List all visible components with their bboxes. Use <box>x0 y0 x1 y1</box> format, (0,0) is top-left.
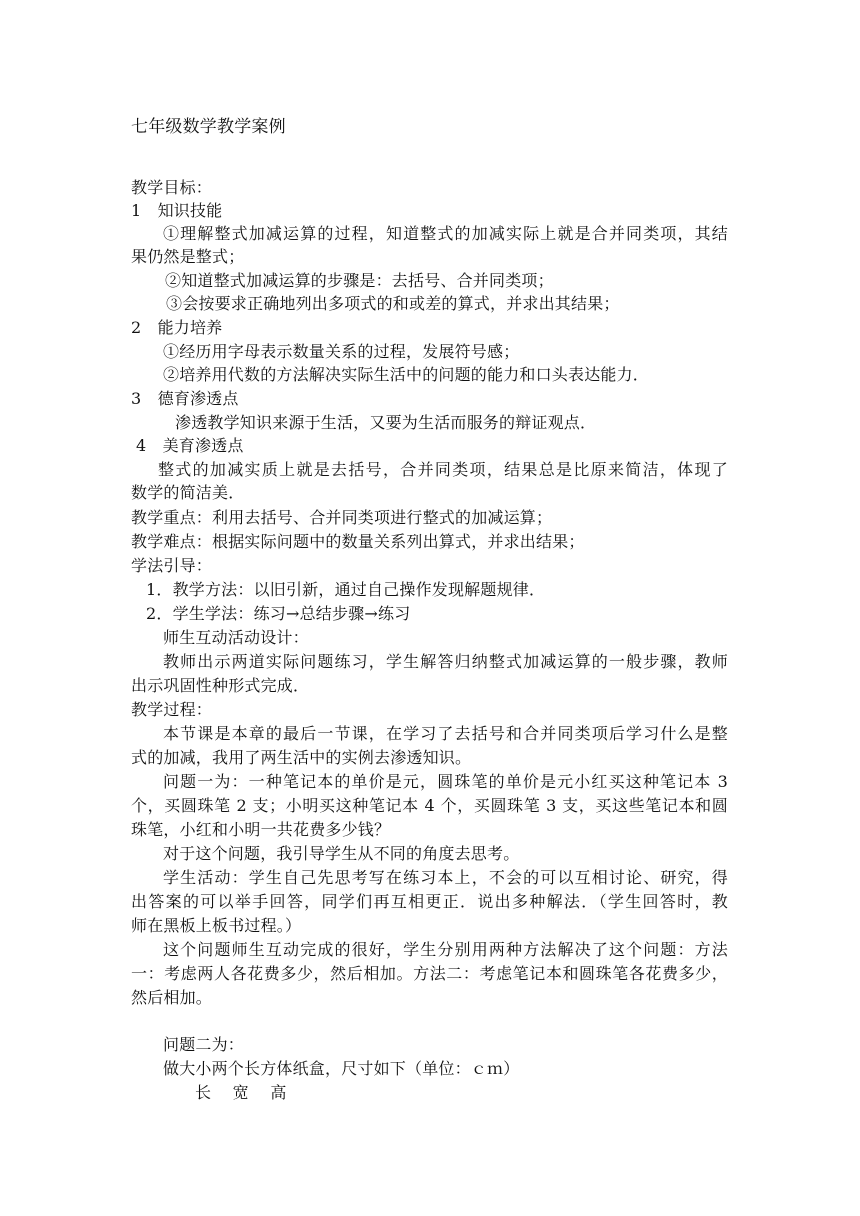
list-item: ①经历用字母表示数量关系的过程，发展符号感； <box>163 342 520 361</box>
list-item: ②培养用代数的方法解决实际生活中的问题的能力和口头表达能力． <box>163 365 650 384</box>
paragraph-line: ①理解整式加减运算的过程，知道整式的加减实际上就是合并同类项，其结 <box>163 224 728 243</box>
section-heading-study-guide: 学法引导： <box>131 556 213 575</box>
paragraph-line: 师在黑板上板书过程。） <box>131 916 302 935</box>
list-item: 2．学生学法：练习→总结步骤→练习 <box>146 604 411 623</box>
paragraph-line: 珠笔，小红和小明一共花费多少钱？ <box>131 820 391 839</box>
paragraph-line: 整式的加减实质上就是去括号，合并同类项，结果总是比原来简洁，体现了 <box>158 460 728 479</box>
paragraph-line: 师生互动活动设计： <box>163 628 309 647</box>
paragraph-line: 本节课是本章的最后一节课，在学习了去括号和合并同类项后学习什么是整 <box>163 724 728 743</box>
list-item: ②知道整式加减运算的步骤是：去括号、合并同类项； <box>165 271 554 290</box>
paragraph-line: 一：考虑两人各花费多少，然后相加。方法二：考虑笔记本和圆珠笔各花费多少， <box>131 964 728 983</box>
subheading-moral: 3 德育渗透点 <box>131 389 239 408</box>
section-heading-teaching-goals: 教学目标： <box>131 178 213 197</box>
subheading-knowledge-skills: 1 知识技能 <box>131 201 223 220</box>
paragraph-line: 出答案的可以举手回答，同学们再互相更正．说出多种解法．（学生回答时，教 <box>131 892 728 911</box>
paragraph-line: 问题二为： <box>163 1035 245 1054</box>
paragraph-line: 果仍然是整式； <box>131 247 245 266</box>
list-item: 1．教学方法：以旧引新，通过自己操作发现解题规律． <box>146 580 546 599</box>
key-point-line: 教学重点：利用去括号、合并同类项进行整式的加减运算； <box>131 508 553 527</box>
paragraph-line: 数学的简洁美． <box>131 483 245 502</box>
paragraph-line: 这个问题师生互动完成的很好，学生分别用两种方法解决了这个问题：方法 <box>163 940 728 959</box>
paragraph-line: 式的加减，我用了两生活中的实例去渗透知识。 <box>131 748 472 767</box>
table-header-line: 长 宽 高 <box>195 1083 287 1102</box>
subheading-aesthetic: 4 美育渗透点 <box>136 436 244 455</box>
paragraph-line: 然后相加。 <box>131 988 213 1007</box>
paragraph-line: 渗透教学知识来源于生活，又要为生活而服务的辩证观点． <box>175 413 597 432</box>
paragraph-line: 出示巩固性种形式完成． <box>131 676 310 695</box>
paragraph-line: 学生活动：学生自己先思考写在练习本上，不会的可以互相讨论、研究，得 <box>163 868 728 887</box>
paragraph-line: 教师出示两道实际问题练习，学生解答归纳整式加减运算的一般步骤，教师 <box>163 652 728 671</box>
list-item: ③会按要求正确地列出多项式的和或差的算式，并求出其结果； <box>166 294 620 313</box>
paragraph-line: 做大小两个长方体纸盒，尺寸如下（单位：ｃｍ） <box>163 1059 520 1078</box>
section-heading-process: 教学过程： <box>131 700 213 719</box>
subheading-ability: 2 能力培养 <box>131 318 223 337</box>
paragraph-line: 问题一为：一种笔记本的单价是元，圆珠笔的单价是元小红买这种笔记本 3 <box>163 772 728 791</box>
paragraph-line: 对于这个问题，我引导学生从不同的角度去思考。 <box>163 844 520 863</box>
difficulty-line: 教学难点：根据实际问题中的数量关系列出算式，并求出结果； <box>131 532 585 551</box>
paragraph-line: 个，买圆珠笔 2 支；小明买这种笔记本 4 个，买圆珠笔 3 支，买这些笔记本和圆 <box>131 796 728 815</box>
document-title: 七年级数学教学案例 <box>131 117 286 137</box>
